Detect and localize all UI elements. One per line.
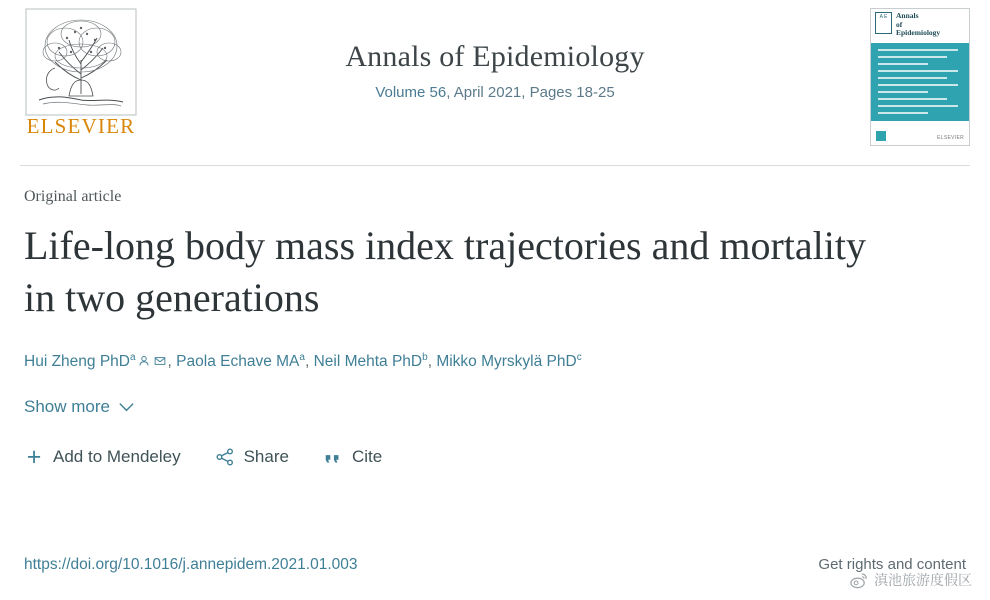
author-item[interactable] bbox=[176, 353, 305, 370]
cover-color-band bbox=[871, 43, 969, 121]
watermark bbox=[849, 570, 972, 590]
author-list bbox=[24, 350, 966, 373]
article-type-label: Original article bbox=[24, 188, 122, 205]
author-affiliation-marker[interactable]: a bbox=[299, 352, 305, 363]
journal-volume[interactable]: Volume 56 bbox=[375, 84, 447, 101]
author-name[interactable]: Hui Zheng PhD bbox=[24, 353, 130, 371]
journal-issue-meta bbox=[0, 84, 990, 101]
elsevier-wordmark: ELSEVIER bbox=[26, 114, 136, 138]
author-separator: , bbox=[167, 353, 177, 371]
watermark-text: 滇池旅游度假区 bbox=[874, 572, 972, 588]
journal-issue-rest: , April 2021, Pages 18-25 bbox=[446, 84, 615, 101]
weibo-icon bbox=[849, 571, 868, 590]
show-more-label: Show more bbox=[24, 397, 110, 417]
doi-link[interactable]: https://doi.org/10.1016/j.annepidem.2021.01.003 bbox=[24, 556, 358, 573]
journal-header bbox=[0, 0, 990, 165]
cover-name-line1: Annals bbox=[896, 11, 919, 20]
author-affiliation-marker[interactable]: b bbox=[422, 352, 428, 363]
author-name[interactable]: Neil Mehta PhD bbox=[313, 353, 423, 371]
cover-name-line3: Epidemiology bbox=[896, 28, 941, 38]
article-footer bbox=[24, 556, 966, 574]
author-separator: , bbox=[427, 353, 437, 371]
add-to-mendeley-label: Add to Mendeley bbox=[53, 447, 181, 467]
share-label: Share bbox=[243, 447, 289, 467]
cover-masthead bbox=[871, 9, 969, 43]
cite-label: Cite bbox=[351, 447, 383, 467]
author-affiliation-marker[interactable]: c bbox=[576, 352, 582, 363]
article-title: Life-long body mass index trajectories and mortality in two generations bbox=[24, 223, 866, 320]
journal-title-block bbox=[0, 40, 990, 101]
journal-cover-thumbnail[interactable] bbox=[870, 8, 970, 146]
author-name[interactable]: Paola Echave MA bbox=[176, 353, 300, 371]
email-icon[interactable] bbox=[154, 355, 166, 367]
article-action-bar bbox=[24, 442, 966, 471]
add-to-mendeley-button[interactable] bbox=[24, 442, 181, 471]
journal-title: Annals of Epidemiology bbox=[345, 40, 645, 73]
plus-icon: + bbox=[26, 442, 42, 471]
article-body bbox=[0, 166, 990, 600]
author-item[interactable] bbox=[314, 353, 428, 370]
author-item[interactable] bbox=[24, 353, 168, 370]
cover-footer bbox=[871, 121, 969, 145]
quote-icon bbox=[323, 447, 343, 467]
cover-publisher-text: ELSEVIER bbox=[937, 135, 964, 141]
author-separator: , bbox=[304, 353, 314, 371]
show-more-button[interactable] bbox=[24, 397, 135, 417]
cite-button[interactable] bbox=[323, 447, 382, 467]
person-icon[interactable] bbox=[138, 355, 150, 367]
cover-name-line2: of bbox=[896, 19, 903, 29]
share-icon bbox=[215, 447, 235, 467]
cover-mark-icon: A E bbox=[875, 12, 892, 34]
get-rights-and-content-link[interactable]: Get rights and content bbox=[818, 556, 966, 573]
author-affiliation-marker[interactable]: a bbox=[129, 352, 136, 363]
chevron-down-icon bbox=[118, 402, 135, 412]
author-item[interactable] bbox=[436, 353, 581, 370]
share-button[interactable] bbox=[215, 447, 289, 467]
cover-footer-square-icon bbox=[876, 131, 886, 141]
author-name[interactable]: Mikko Myrskylä PhD bbox=[436, 353, 577, 371]
cover-journal-name bbox=[896, 12, 940, 38]
